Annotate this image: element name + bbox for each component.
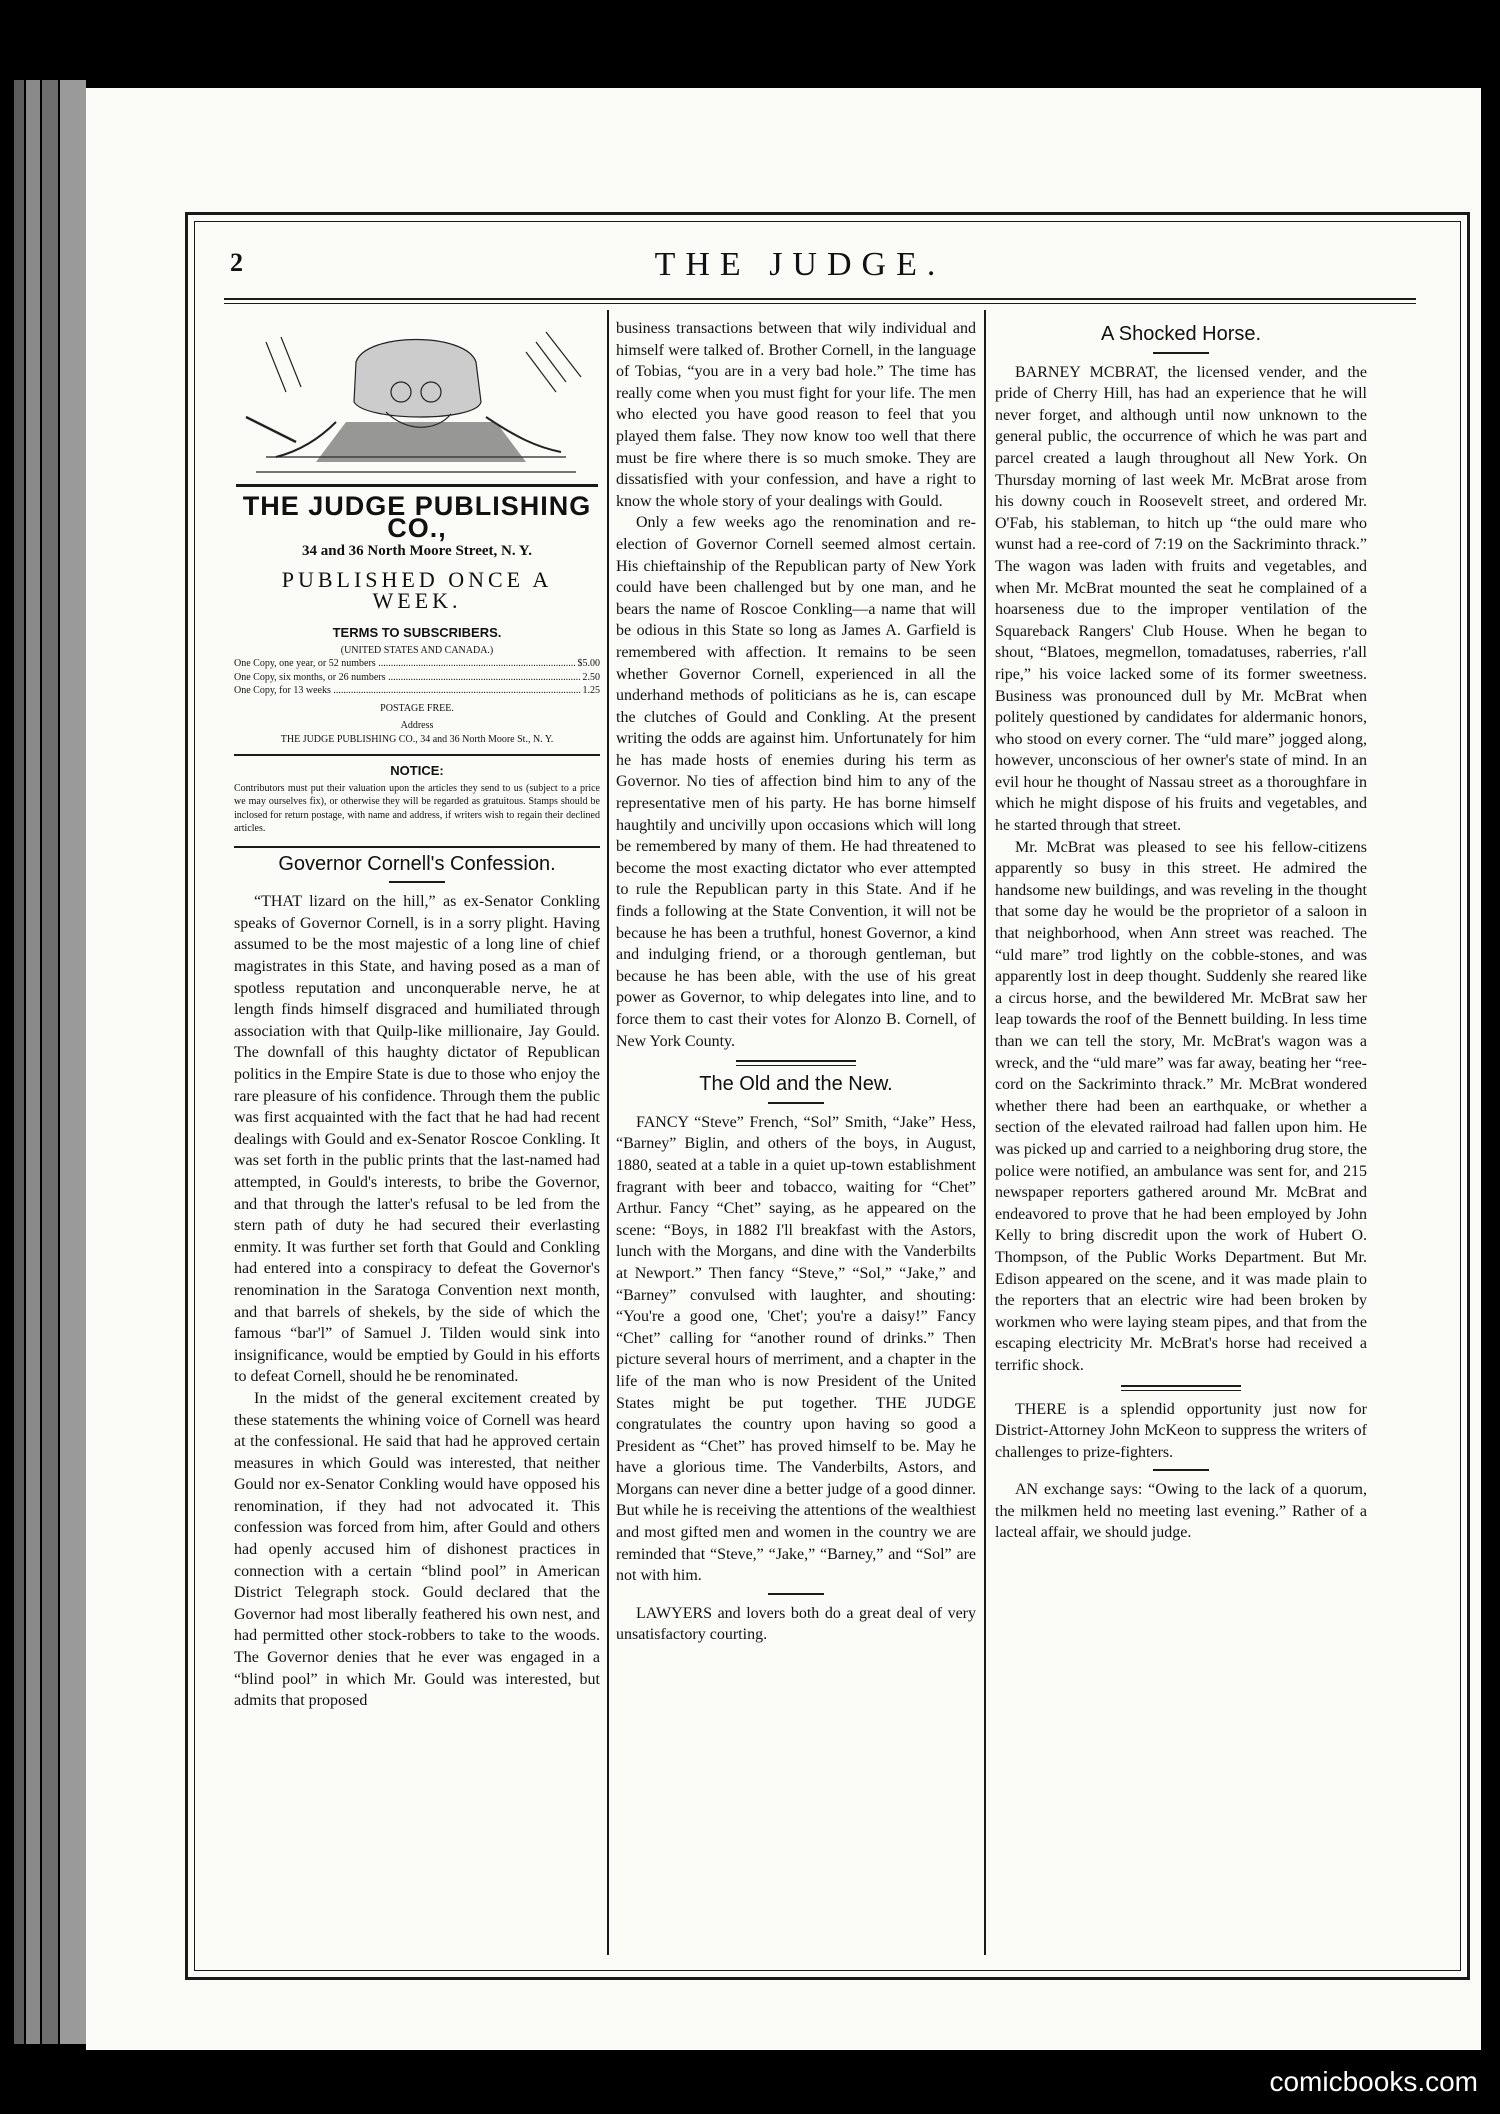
- book-edge: [42, 80, 58, 2044]
- article-paragraph: Only a few weeks ago the renomination and re-election of Governor Cornell seemed almost certain. His chieftainship of the Republican party of New York could have been challenged but by one man, and he bears the name of Roscoe Conkling—a name that will be odious in this State so long as James A. Garfield is remembered with affection. It remains to be seen whether Governor Cornell, experienced in all the underhand methods of politicians as he is, can escape the clutches of Gould and Conkling. At the present writing the odds are against him. Unfortunately for him he has made hosts of enemies during his term as Governor. No ties of affection bind him to any of the representative men of his party. He has borne himself haughtily and uncivilly upon occasions which will long be remembered by many of them. He had threatened to become the most exacting dictator who ever attempted to rule the Republican party in this State. And if he finds a following at the State Convention, it will not be because he has been a truthful, honest Governor, a kind and indulging friend, or a thorough gentleman, but because he has been able, with the use of his great power as Governor, to whip delegates into line, and to force them to cast their votes for Alonzo B. Cornell, of New York County.: [616, 514, 976, 1050]
- article-paragraph: THERE is a splendid opportunity just now for District-Attorney John McKeon to suppress the writers of challenges to prize-fighters.: [995, 1400, 1367, 1461]
- title-rule: [389, 881, 445, 883]
- article-paragraph: AN exchange says: “Owing to the lack of a quorum, the milkmen held no meeting last evening.” Rather of a lacteal affair, we should judge.: [995, 1481, 1367, 1542]
- postage-note: POSTAGE FREE.: [380, 702, 454, 714]
- address-full: THE JUDGE PUBLISHING CO., 34 and 36 North Moore St., N. Y.: [280, 733, 554, 745]
- title-rule: [768, 1102, 824, 1104]
- title-rule: [1153, 352, 1209, 354]
- judge-illustration: [236, 322, 598, 482]
- column-divider: [607, 310, 609, 1955]
- rate-row: One Copy, for 13 weeks ..... 1.25: [234, 684, 600, 698]
- section-rule: [768, 1593, 824, 1595]
- column-divider: [984, 310, 986, 1955]
- notice-heading: NOTICE:: [390, 763, 444, 779]
- article-paragraph: BARNEY MCBRAT, the licensed vender, and the pride of Cherry Hill, has had an experience that he will never forget, and although until now unknown to the general public, the occurrence of which he was part and parcel created a laugh throughout all New York. On Thursday morning of last week Mr. McBrat arose from his downy couch in Roosevelt street, and ordered Mr. O'Fab, his stableman, to hitch up “the ould mare who wunst had a ree-cord of 7:19 on the Sackriminto thrack.” The wagon was laden with fruits and vegetables, and when Mr. McBrat mounted the seat he complained of a hoarseness due to the improper ventilation of the Squareback Rangers' Club House. When he began to shout, “Blatoes, megmellon, tomadatuses, raberries, r'all ripe,” his voice lacked some of its former sweetness. Business was pronounced dull by Mr. McBrat when politely questioned by candidates for aldermanic honors, who stood on every corner. The “uld mare” jogged along, however, unconscious of her owner's state of mind. In an evil hour he thought of Nassau street as a thoroughfare in which he might dispose of his fruits and vegetables, and he started through that street.: [995, 363, 1367, 835]
- address-label: Address: [400, 720, 434, 732]
- article-paragraph: “THAT lizard on the hill,” as ex-Senator Conkling speaks of Governor Cornell, is in a sorry plight. Having assumed to be the most majestic of a long line of chief magistrates in this State, and having posed as a man of spotless reputation and unconquerable nerve, he at length finds himself disgraced and humiliated through association with that Quilp-like millionaire, Jay Gould. The downfall of this haughty dictator of Republican politics in the Empire State is due to those who enjoy the rare pleasure of his confidence. Through them the public was first acquainted with the fact that he had had recent dealings with Gould and ex-Senator Roscoe Conkling. It was set forth in the public prints that the last-named had attempted, in Gould's interests, to bribe the Governor, and that through the latter's refusal to be led from the stern path of duty he had secured their everlasting enmity. It was further set forth that Gould and Conkling had entered into a conspiracy to defeat the Governor's renomination in the Saratoga Convention next month, and that barrels of shekels, by the side of which the famous “bar'l” of Samuel J. Tilden would sink into insignificance, would be emptied by Gould in his efforts to defeat Cornell, should he be renominated.: [234, 893, 600, 1386]
- column-left: [234, 491, 600, 1712]
- cartoon-rule: [236, 484, 598, 487]
- article-title: A Shocked Horse.: [1100, 323, 1262, 345]
- article-title: The Old and the New.: [699, 1073, 893, 1096]
- rate-row: One Copy, six months, or 26 numbers ..... 2.50: [234, 671, 600, 685]
- notice-text: Contributors must put their valuation upon the articles they send to us (subject to a price we may ourselves fix), or otherwise they will be regarded as gratuitous. Stamps should be inclosed for return postage, with name and address, if writers wish to regain their declined articles.: [234, 782, 600, 835]
- article-paragraph: FANCY “Steve” French, “Sol” Smith, “Jake” Hess, “Barney” Biglin, and others of the boys, in August, 1880, seated at a table in a quiet up-town establishment fragrant with beer and tobacco, waiting for “Chet” Arthur. Fancy “Chet” saying, as he appeared on the scene: “Boys, in 1882 I'll breakfast with the Astors, lunch with the Morgans, and dine with the Vanderbilts at Newport.” Then fancy “Steve,” “Sol,” “Jake,” and “Barney” convulsed with laughter, and shouting: “You're a good one, 'Chet'; you're a daisy!” Fancy “Chet” calling for “another round of drinks.” Then picture several hours of merriment, and a chapter in the life of the man who is now President of the United States might be put together. THE JUDGE congratulates the country upon having so good a President as “Chet” has proved himself to be. May he have a glorious time. The Vanderbilts, Astors, and Morgans can never dine a better judge of a good dinner. But while he is receiving the attentions of the wealthiest and most gifted men and women in the country we are reminded that “Steve,” “Jake,” “Barney,” and “Sol” are not with him.: [616, 1113, 976, 1585]
- publication-frequency: PUBLISHED ONCE A WEEK.: [281, 566, 553, 614]
- article-paragraph: LAWYERS and lovers both do a great deal of very unsatisfactory courting.: [616, 1604, 976, 1644]
- masthead-title: THE JUDGE.: [654, 246, 946, 283]
- book-edge: [14, 80, 24, 2044]
- article-separator: [1121, 1385, 1241, 1391]
- site-watermark: comicbooks.com: [1269, 2066, 1478, 2097]
- article-paragraph: In the midst of the general excitement created by these statements the whining voice of Cornell was heard at the confessional. He said that had he approved certain measures in which Gould was interested, that neither Gould nor ex-Senator Conkling would have opposed his renomination, if they had not advocated it. This confession was forced from him, after Gould and others had openly accused him of dishonest practices in connection with a certain “blind pool” in American District Telegraph stock. Gould declared that the Governor had most liberally feathered his own nest, and had permitted other stock-robbers to take to the woods. The Governor denies that he ever was engaged in a “blind pool” in which Mr. Gould was interested, but admits that proposed: [234, 1389, 600, 1710]
- column-right: [995, 318, 1367, 1544]
- article-title: Governor Cornell's Confession.: [278, 852, 556, 875]
- terms-subheading: (UNITED STATES AND CANADA.): [340, 644, 494, 656]
- section-rule: [234, 846, 600, 848]
- book-edge: [60, 80, 86, 2044]
- article-paragraph: Mr. McBrat was pleased to see his fellow-citizens apparently so busy in this street. He admired the handsome new buildings, and was reveling in the thought that some day he would be the proprietor of a saloon in that neighborhood, when Ann street was reached. The “uld mare” trod lightly on the cobble-stones, and was apparently lost in deep thought. Suddenly she reared like a circus horse, and the bewildered Mr. McBrat saw her leap towards the roof of the Bennett building. In less time than we can tell the story, Mr. McBrat's wagon was a wreck, and the “uld mare” was far away, beating her “ree-cord on the Sackriminto thrack.” Mr. McBrat wondered whether there had been an earthquake, or whether a section of the elevated railroad had fallen upon him. He was picked up and carried to a neighboring drug store, the police were notified, an ambulance was sent for, and 215 newspaper reporters gathered around Mr. McBrat and endeavored to prove that he had been employed by John Kelly to bring discredit upon the work of Hubert O. Thompson, of the Public Works Department. But Mr. Edison appeared on the scene, and it was made plain to the reporters that an electric wire had been broken by workmen who were laying steam pipes, and that from the escaping electricity Mr. McBrat's horse had received a terrific shock.: [995, 838, 1367, 1374]
- section-rule: [234, 754, 600, 756]
- publisher-address: 34 and 36 North Moore Street, N. Y.: [302, 543, 532, 560]
- terms-heading: TERMS TO SUBSCRIBERS.: [332, 624, 502, 640]
- publisher-name: THE JUDGE PUBLISHING CO.,: [242, 491, 592, 543]
- column-middle: [616, 318, 976, 1646]
- article-paragraph: business transactions between that wily individual and himself were talked of. Brother Cornell, in the language of Tobias, “you are in a very bad hole.” The time has really come when you must fight for your life. The men who elected you have good reason to feel that you played them false. They now know too well that there must be fire where there is so much smoke. They are dissatisfied with your confession, and have a right to know the whole story of your dealings with Gould.: [616, 320, 976, 510]
- article-separator: [736, 1060, 856, 1066]
- header-rule: [224, 303, 1416, 304]
- rate-row: One Copy, one year, or 52 numbers ..... $5.00: [234, 657, 600, 671]
- header-rule: [224, 298, 1416, 300]
- section-rule: [1153, 1469, 1209, 1471]
- page-number: 2: [230, 248, 243, 277]
- book-edge: [26, 80, 40, 2044]
